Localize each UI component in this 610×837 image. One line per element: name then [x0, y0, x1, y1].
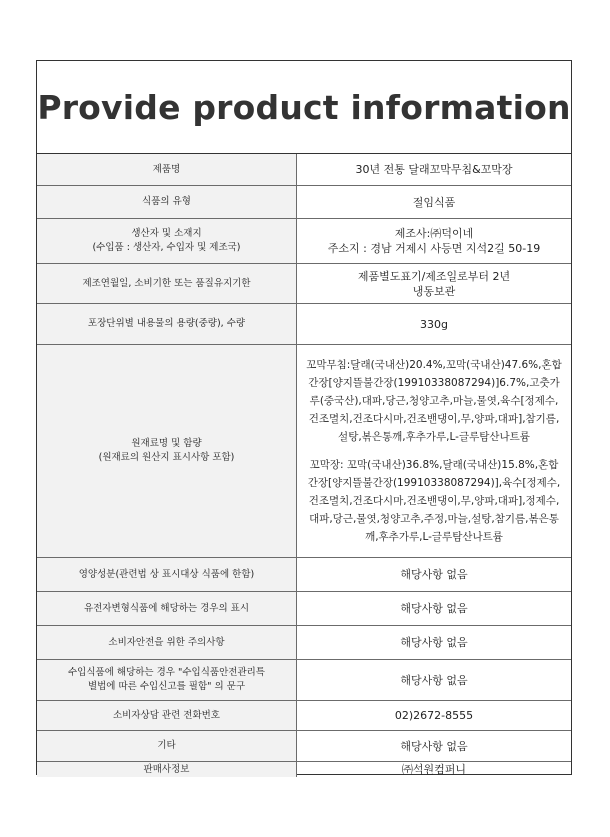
row-product-name: [37, 154, 571, 186]
row-value: [297, 345, 571, 557]
product-info-sheet: [36, 60, 572, 775]
row-label: 기타: [37, 731, 297, 761]
product-info-table: [37, 154, 571, 777]
row-label: 제조연월일, 소비기한 또는 품질유지기한: [37, 264, 297, 303]
row-label: 수입식품에 해당하는 경우 "수입식품안전관리특 별법에 따른 수입신고를 필함" 의 문구: [37, 660, 297, 700]
row-seller: [37, 762, 571, 777]
row-expiry: [37, 264, 571, 304]
row-value: ㈜석원컴퍼니: [401, 763, 467, 776]
row-producer: [37, 219, 571, 264]
row-value: 해당사항 없음: [400, 673, 468, 687]
page-title: Provide product information: [37, 61, 571, 154]
ingredients-jang: 꼬막장: 꼬막(국내산)36.8%,달래(국내산)15.8%,혼합간장[양지뜰불간장(19910338087294)],육수[정제수,건조멸치,건조다시마,건조밴댕이,무,양파,대파],정제수,대파,당근,물엿,청양고추,주정,마늘,설탕,참기름,볶은통깨,후추가루,L-글루탐산나트륨: [307, 459, 561, 543]
row-value: 해당사항 없음: [400, 739, 468, 753]
row-label: 포장단위별 내용물의 용량(중량), 수량: [37, 304, 297, 344]
row-food-type: [37, 186, 571, 219]
row-nutrition: [37, 558, 571, 592]
row-value: 해당사항 없음: [400, 568, 468, 581]
row-value: 해당사항 없음: [400, 602, 468, 615]
row-safety: [37, 626, 571, 660]
row-value: 02)2672-8555: [394, 709, 474, 722]
row-label: 소비자안전을 위한 주의사항: [37, 626, 297, 659]
row-value: 30년 전통 달래꼬막무침&꼬막장: [355, 163, 513, 176]
row-weight: [37, 304, 571, 345]
row-value: 330g: [420, 317, 448, 331]
row-value: 절임식품: [412, 195, 456, 209]
row-phone: [37, 701, 571, 731]
row-value: 제조사:㈜덕이네 주소지 : 경남 거제시 사등면 지석2길 50-19: [327, 227, 541, 255]
row-label: 유전자변형식품에 해당하는 경우의 표시: [37, 592, 297, 625]
row-label: 영양성분(관련법 상 표시대상 식품에 한함): [37, 558, 297, 591]
row-etc: [37, 731, 571, 762]
row-label: 소비자상담 관련 전화번호: [37, 701, 297, 730]
row-label: 생산자 및 소재지 (수입품 : 생산자, 수입자 및 제조국): [37, 219, 297, 263]
row-value: 해당사항 없음: [400, 636, 468, 649]
row-label: 원재료명 및 함량 (원재료의 원산지 표시사항 포함): [37, 345, 297, 557]
row-label: 판매사정보: [37, 762, 297, 777]
row-label: 식품의 유형: [37, 186, 297, 218]
row-ingredients: [37, 345, 571, 558]
row-import: [37, 660, 571, 701]
row-label: 제품명: [37, 154, 297, 185]
row-value: 제품별도표기/제조일로부터 2년 냉동보관: [357, 269, 511, 298]
row-gmo: [37, 592, 571, 626]
ingredients-muchim: 꼬막무침:달래(국내산)20.4%,꼬막(국내산)47.6%,혼합간장[양지뜰불간장(19910338087294)]6.7%,고춧가루(중국산),대파,당근,청양고추,마늘,물엿,육수[정제수,건조멸치,건조다시마,건조밴댕이,무,양파,대파],참기름,설탕,볶은통깨,후추가루,L-글루탐산나트륨: [306, 359, 562, 443]
